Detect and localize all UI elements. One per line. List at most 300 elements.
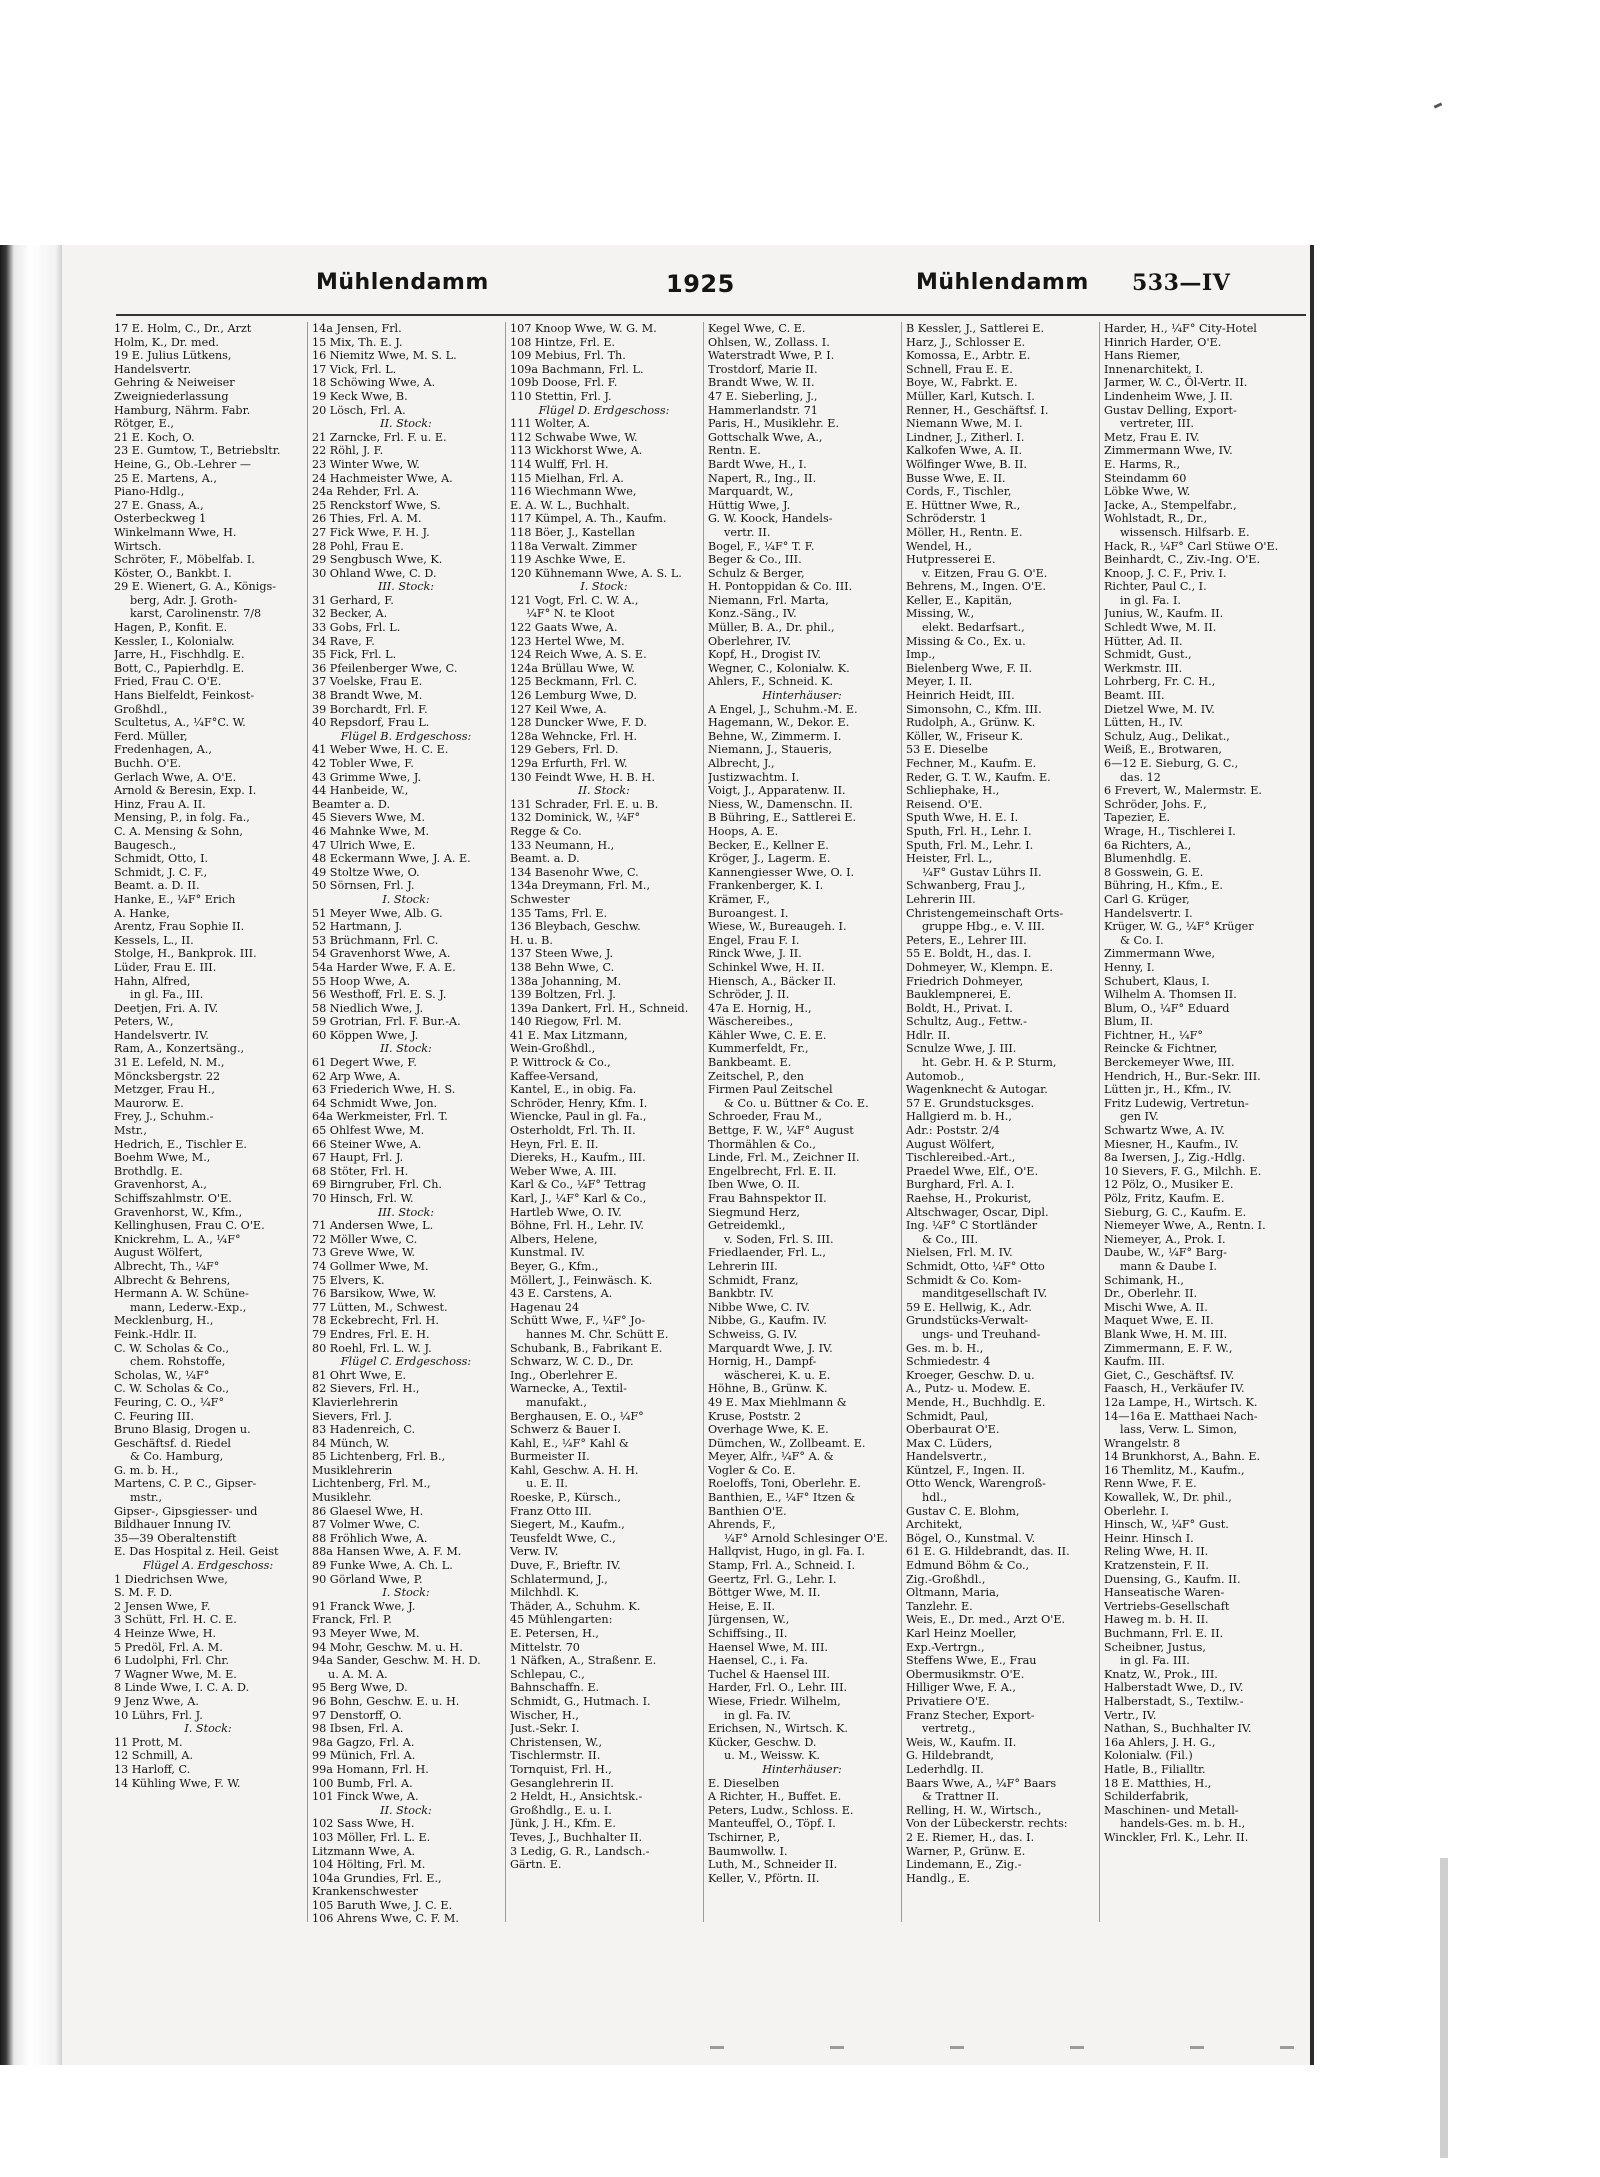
directory-entry: Heise, E. II. [708, 1599, 776, 1613]
directory-entry: 24a Rehder, Frl. A. [312, 485, 420, 499]
directory-entry: 41 E. Max Litzmann, [510, 1028, 628, 1042]
directory-entry: Hallgierd m. b. H., [906, 1110, 1012, 1124]
directory-entry: Weis, W., Kaufm. II. [906, 1735, 1017, 1749]
directory-entry: Schmidt, Franz, [708, 1273, 799, 1287]
directory-entry: Raehse, H., Prokurist, [906, 1192, 1032, 1205]
directory-entry: manufakt., [526, 1395, 587, 1409]
directory-entry: Brothdlg. E. [114, 1164, 183, 1178]
directory-entry: 80 Roehl, Frl. L. W. J. [312, 1341, 432, 1355]
directory-entry: Heister, Frl. L., [906, 852, 993, 866]
directory-entry: Iben Wwe, O. II. [708, 1178, 800, 1192]
directory-entry: 55 Hoop Wwe, A. [312, 974, 411, 988]
directory-entry: Holm, K., Dr. med. [114, 335, 219, 349]
directory-entry: Schmidt & Co. Kom- [906, 1273, 1022, 1287]
directory-entry: 6 Ludolphi, Frl. Chr. [114, 1654, 230, 1668]
directory-entry: G. Hildebrandt, [906, 1749, 994, 1763]
directory-entry: Hdlr. II. [906, 1028, 951, 1042]
directory-entry: Hüttig Wwe, J. [708, 498, 791, 512]
directory-entry: Zimmermann Wwe, [1104, 947, 1216, 961]
directory-entry: Gravenhorst, W., Kfm., [114, 1205, 243, 1219]
directory-entry: Engel, Frau F. I. [708, 933, 800, 947]
directory-entry: Cords, F., Tischler, [906, 485, 1012, 499]
directory-entry: hannes M. Chr. Schütt E. [526, 1327, 669, 1341]
directory-entry: Berghausen, E. O., ¼F° [510, 1409, 644, 1423]
directory-entry: Schilderfabrik, [1104, 1790, 1189, 1804]
directory-entry: Geschäftsf. d. Riedel [114, 1436, 231, 1450]
directory-entry: Kahl, E., ¼F° Kahl & [510, 1436, 629, 1450]
directory-entry: 19 E. Julius Lütkens, [114, 349, 232, 363]
directory-entry: E. Das Hospital z. Heil. Geist [114, 1545, 279, 1559]
directory-entry: 129 Gebers, Frl. D. [510, 743, 619, 757]
directory-entry: E. Petersen, H., [510, 1627, 599, 1640]
scan-speck [1434, 102, 1443, 108]
directory-entry: I. Stock: [382, 892, 430, 906]
directory-entry: 57 E. Grundstucksges. [906, 1096, 1035, 1110]
directory-entry: Beamt. III. [1104, 689, 1165, 703]
directory-entry: Schimank, H., [1104, 1273, 1184, 1287]
directory-entry: Flügel C. Erdgeschoss: [340, 1355, 472, 1369]
directory-entry: Kantel, E., in obig. Fa. [510, 1083, 637, 1097]
directory-entry: Tornquist, Frl. H., [510, 1762, 612, 1776]
directory-entry: 25 E. Martens, A., [114, 471, 217, 485]
directory-entry: Großhdlg., E. u. I. [510, 1803, 612, 1817]
directory-entry: Stolge, H., Bankprok. III. [114, 947, 257, 961]
directory-entry: Kroeger, Geschw. D. u. [906, 1368, 1035, 1382]
directory-entry: Reincke & Fichtner, [1104, 1042, 1218, 1056]
directory-entry: 61 E. G. Hildebrandt, das. II. [906, 1545, 1070, 1559]
directory-entry: Lütten, H., IV. [1104, 716, 1184, 730]
directory-entry: 38 Brandt Wwe, M. [312, 689, 423, 703]
directory-column-1 [114, 322, 302, 1962]
directory-entry: Warner, P., Grünw. E. [906, 1844, 1026, 1858]
directory-entry: Hinterhäuser: [762, 689, 842, 703]
directory-entry: Kücker, Geschw. D. [708, 1735, 817, 1749]
directory-entry: 67 Haupt, Frl. J. [312, 1151, 404, 1165]
directory-entry: 106 Ahrens Wwe, C. F. M. [312, 1912, 459, 1926]
directory-entry: Flügel D. Erdgeschoss: [538, 403, 670, 417]
directory-entry: 26 Thies, Frl. A. M. [312, 512, 422, 526]
directory-entry: 116 Wiechmann Wwe, [510, 485, 637, 499]
directory-entry: 2 Heldt, H., Ansichtsk.- [510, 1790, 643, 1804]
directory-entry: Hamburg, Nährm. Fabr. [114, 403, 251, 417]
directory-entry: Pölz, Fritz, Kaufm. E. [1104, 1192, 1225, 1205]
directory-entry: Rudolph, A., Grünw. K. [906, 716, 1036, 730]
directory-entry: Bardt Wwe, H., I. [708, 457, 807, 471]
directory-entry: Halberstadt Wwe, D., IV. [1104, 1681, 1244, 1695]
directory-entry: Missing & Co., Ex. u. [906, 634, 1026, 648]
directory-entry: 21 Zarncke, Frl. F. u. E. [312, 430, 447, 444]
directory-entry: Maurorw. E. [114, 1096, 184, 1110]
directory-entry: in gl. Fa. III. [1120, 1654, 1190, 1668]
directory-entry: Hiensch, A., Bäcker II. [708, 974, 837, 988]
directory-entry: Zimmermann, E. F. W., [1104, 1341, 1233, 1355]
directory-entry: Fichtner, H., ¼F° [1104, 1028, 1203, 1042]
directory-entry: Krämer, F., [708, 892, 770, 906]
directory-entry: 112 Schwabe Wwe, W. [510, 430, 638, 444]
edge-mark [1070, 2046, 1084, 2049]
directory-entry: 139a Dankert, Frl. H., Schneid. [510, 1001, 689, 1015]
directory-entry: 4 Heinze Wwe, H. [114, 1627, 217, 1640]
directory-entry: lass, Verw. L. Simon, [1120, 1423, 1238, 1437]
directory-entry: 138 Behn Wwe, C. [510, 960, 615, 974]
directory-entry: 53 E. Dieselbe [906, 743, 988, 757]
directory-entry: 47 E. Sieberling, J., [708, 389, 818, 403]
directory-entry: Heinr. Hinsch I. [1104, 1531, 1194, 1545]
directory-entry: Wiencke, Paul in gl. Fa., [510, 1110, 647, 1124]
directory-entry: Wiese, Friedr. Wilhelm, [708, 1694, 841, 1708]
directory-entry: Maquet Wwe, E. II. [1104, 1314, 1214, 1328]
directory-entry: Berckemeyer Wwe, III. [1104, 1056, 1235, 1070]
directory-entry: Altschwager, Oscar, Dipl. [906, 1205, 1049, 1219]
directory-entry: Möncksbergstr. 22 [114, 1069, 221, 1083]
directory-entry: 91 Franck Wwe, J. [312, 1599, 416, 1613]
directory-entry: Stamp, Frl. A., Schneid. I. [708, 1559, 856, 1573]
directory-entry: 3 Schütt, Frl. H. C. E. [114, 1613, 237, 1627]
directory-entry: ¼F° Arnold Schlesinger O'E. [724, 1531, 888, 1545]
directory-entry: 93 Meyer Wwe, M. [312, 1627, 420, 1640]
directory-entry: 123 Hertel Wwe, M. [510, 634, 625, 648]
directory-entry: Relling, H. W., Wirtsch., [906, 1803, 1042, 1817]
directory-entry: Karl & Co., ¼F° Tettrag [510, 1178, 646, 1192]
directory-entry: Kratzenstein, F. II. [1104, 1559, 1209, 1573]
directory-entry: 117 Kümpel, A. Th., Kaufm. [510, 512, 667, 526]
directory-entry: Wäschereibes., [708, 1015, 794, 1029]
directory-entry: B Bühring, E., Sattlerei E. [708, 811, 856, 825]
directory-entry: Deetjen, Fri. A. IV. [114, 1001, 219, 1015]
directory-entry: Hagen, P., Konfit. E. [114, 621, 228, 635]
directory-entry: 53 Brüchmann, Frl. C. [312, 933, 439, 947]
directory-entry: 31 Gerhard, F. [312, 593, 394, 607]
directory-entry: 132 Dominick, W., ¼F° [510, 811, 641, 825]
edge-mark [710, 2046, 724, 2049]
directory-entry: 85 Lichtenberg, Frl. B., [312, 1450, 446, 1464]
directory-entry: 73 Greve Wwe, W. [312, 1246, 416, 1260]
directory-entry: 84 Münch, W. [312, 1436, 390, 1450]
directory-entry: Wölfinger Wwe, B. II. [906, 457, 1027, 471]
directory-entry: Boye, W., Fabrkt. E. [906, 376, 1018, 390]
directory-entry: 21 E. Koch, O. [114, 430, 195, 444]
directory-entry: 25 Renckstorf Wwe, S. [312, 498, 441, 512]
directory-entry: 35 Fick, Frl. L. [312, 648, 397, 662]
directory-entry: Siegmund Herz, [708, 1205, 800, 1219]
directory-entry: Keller, V., Pförtn. II. [708, 1871, 820, 1885]
directory-entry: Burghard, Frl. A. I. [906, 1178, 1015, 1192]
directory-entry: II. Stock: [380, 1803, 432, 1817]
directory-entry: 102 Sass Wwe, H. [312, 1817, 415, 1831]
directory-entry: 46 Mahnke Wwe, M. [312, 824, 430, 838]
directory-entry: 134 Basenohr Wwe, C. [510, 865, 639, 879]
directory-entry: Kalkofen Wwe, A. II. [906, 444, 1023, 458]
directory-entry: 45 Mühlengarten: [510, 1613, 613, 1627]
directory-entry: Lindemann, E., Zig.- [906, 1858, 1022, 1872]
directory-entry: Köster, O., Bankbt. I. [114, 566, 232, 580]
directory-entry: Reisend. O'E. [906, 797, 983, 811]
directory-entry: Tuchel & Haensel III. [708, 1667, 830, 1681]
street-title-right: Mühlendamm [916, 270, 1089, 295]
directory-entry: Hornig, H., Dampf- [708, 1355, 817, 1369]
directory-entry: II. Stock: [380, 417, 432, 431]
directory-entry: Frey, J., Schuhm.- [114, 1110, 214, 1124]
directory-entry: u. M., Weissw. K. [724, 1749, 820, 1763]
directory-entry: Vertr., IV. [1104, 1708, 1157, 1722]
edge-mark [950, 2046, 964, 2049]
directory-entry: Rötger, E., [114, 417, 174, 431]
directory-entry: 41 Weber Wwe, H. C. E. [312, 743, 449, 757]
directory-entry: Hinsch, W., ¼F° Gust. [1104, 1518, 1229, 1532]
directory-entry: 109b Doose, Frl. F. [510, 376, 618, 390]
directory-entry: Geertz, Frl. G., Lehr. I. [708, 1572, 837, 1586]
directory-columns [114, 322, 1310, 1962]
directory-entry: Handelsvertr. I. [1104, 906, 1193, 920]
directory-entry: Arnold & Beresin, Exp. I. [114, 784, 257, 798]
directory-entry: 17 E. Holm, C., Dr., Arzt [114, 322, 252, 335]
directory-entry: Linde, Frl. M., Zeichner II. [708, 1151, 860, 1165]
directory-entry: P. Wittrock & Co., [510, 1056, 611, 1070]
directory-entry: 128 Duncker Wwe, F. D. [510, 716, 647, 730]
directory-entry: 9 Jenz Wwe, A. [114, 1694, 199, 1708]
directory-entry: Hoops, A. E. [708, 824, 779, 838]
directory-entry: 86 Glaesel Wwe, H. [312, 1504, 424, 1518]
directory-entry: Schmiedestr. 4 [906, 1355, 991, 1369]
directory-entry: Gustav C. E. Blohm, [906, 1504, 1020, 1518]
directory-entry: Albrecht & Behrens, [114, 1273, 231, 1287]
directory-entry: Baugesch., [114, 838, 177, 852]
directory-entry: 77 Lütten, M., Schwest. [312, 1300, 448, 1314]
directory-entry: Martens, C. P. C., Gipser- [114, 1477, 257, 1491]
directory-entry: Trostdorf, Marie II. [708, 362, 818, 376]
directory-entry: Zimmermann Wwe, IV. [1104, 444, 1233, 458]
directory-entry: Blum, O., ¼F° Eduard [1104, 1001, 1230, 1015]
directory-entry: I. Stock: [580, 580, 628, 594]
directory-entry: Gipser-, Gipsgiesser- und [114, 1504, 258, 1518]
directory-entry: Henny, I. [1104, 960, 1155, 974]
directory-entry: C. Feuring III. [114, 1409, 194, 1423]
directory-entry: Duve, F., Brieftr. IV. [510, 1559, 621, 1573]
directory-entry: gruppe Hbg., e. V. III. [922, 920, 1045, 934]
directory-entry: Wilhelm A. Thomsen II. [1104, 988, 1237, 1002]
directory-entry: Karl, J., ¼F° Karl & Co., [510, 1192, 647, 1205]
directory-entry: Jürgensen, W., [708, 1613, 790, 1627]
directory-entry: 119 Aschke Wwe, E. [510, 553, 626, 567]
directory-entry: 36 Pfeilenberger Wwe, C. [312, 661, 458, 675]
directory-entry: Albrecht, J., [708, 757, 775, 770]
directory-entry: Mittelstr. 70 [510, 1640, 580, 1654]
directory-entry: 20 Lösch, Frl. A. [312, 403, 406, 417]
directory-entry: Wagenknecht & Autogar. [906, 1083, 1048, 1097]
directory-entry: Giet, C., Geschäftsf. IV. [1104, 1368, 1235, 1382]
directory-entry: 95 Berg Wwe, D. [312, 1681, 408, 1695]
directory-entry: G. W. Koock, Handels- [708, 512, 833, 526]
directory-entry: 13 Harloff, C. [114, 1762, 191, 1776]
directory-entry: Teusfeldt Wwe, C., [510, 1531, 616, 1545]
directory-entry: Hans Bielfeldt, Feinkost- [114, 689, 255, 703]
directory-entry: Voigt, J., Apparatenw. II. [708, 784, 846, 798]
directory-entry: Ahlers, F., Schneid. K. [708, 675, 834, 689]
directory-entry: Heyn, Frl. E. II. [510, 1137, 599, 1151]
column-divider [1099, 322, 1100, 1922]
directory-entry: Nielsen, Frl. M. IV. [906, 1246, 1013, 1260]
directory-entry: Max C. Lüders, [906, 1436, 993, 1450]
directory-entry: 14 Brunkhorst, A., Bahn. E. [1104, 1450, 1261, 1464]
directory-entry: Boldt, H., Privat. I. [906, 1001, 1013, 1015]
directory-entry: Flügel B. Erdgeschoss: [340, 729, 472, 743]
directory-entry: 12a Lampe, H., Wirtsch. K. [1104, 1395, 1258, 1409]
directory-entry: 6a Richters, A., [1104, 838, 1192, 852]
directory-entry: Fried, Frau C. O'E. [114, 675, 222, 689]
directory-entry: Miesner, H., Kaufm., IV. [1104, 1137, 1239, 1151]
directory-entry: Tapezier, E. [1104, 811, 1171, 825]
directory-entry: Marquardt, W., [708, 485, 794, 499]
directory-entry: Exp.-Vertrgn., [906, 1640, 985, 1654]
directory-entry: 133 Neumann, H., [510, 838, 615, 852]
directory-entry: Hinz, Frau A. II. [114, 797, 206, 811]
directory-entry: E. Dieselben [708, 1776, 780, 1790]
directory-entry: Ferd. Müller, [114, 729, 188, 743]
directory-entry: 82 Sievers, Frl. H., [312, 1382, 420, 1396]
directory-entry: Nathan, S., Buchhalter IV. [1104, 1722, 1252, 1736]
directory-entry: Kähler Wwe, C. E. E. [708, 1028, 827, 1042]
directory-entry: 128a Wehncke, Frl. H. [510, 729, 638, 743]
directory-entry: Hack, R., ¼F° Carl Stüwe O'E. [1104, 539, 1279, 553]
directory-entry: Oberbaurat O'E. [906, 1423, 1000, 1437]
directory-entry: 10 Lührs, Frl. J. [114, 1708, 203, 1722]
directory-entry: Christensen, W., [510, 1735, 603, 1749]
directory-entry: 68 Stöter, Frl. H. [312, 1164, 409, 1178]
directory-entry: 113 Wickhorst Wwe, A. [510, 444, 643, 458]
directory-entry: Reling Wwe, H. II. [1104, 1545, 1209, 1559]
directory-entry: Jarmer, W. C., Öl-Vertr. II. [1104, 376, 1248, 390]
directory-entry: Osterbeckweg 1 [114, 512, 207, 526]
directory-entry: 44 Hanbeide, W., [312, 784, 409, 798]
directory-entry: Buchmann, Frl. E. II. [1104, 1627, 1224, 1640]
directory-entry: 1 Näfken, A., Straßenr. E. [510, 1654, 657, 1668]
directory-entry: Wein-Großhdl., [510, 1042, 596, 1056]
directory-entry: Flügel A. Erdgeschoss: [142, 1559, 274, 1573]
directory-entry: Vertriebs-Gesellschaft [1104, 1599, 1230, 1613]
directory-entry: Schulz, Aug., Delikat., [1104, 729, 1230, 743]
directory-entry: Oberlehr. I. [1104, 1504, 1169, 1518]
directory-entry: 2 Jensen Wwe, F. [114, 1599, 211, 1613]
directory-column-3 [510, 322, 698, 1962]
directory-entry: Peters, Ludw., Schloss. E. [708, 1803, 854, 1817]
directory-entry: Niemann, Frl. Marta, [708, 593, 829, 607]
directory-entry: 115 Mielhan, Frl. A. [510, 471, 624, 485]
directory-entry: Hinterhäuser: [762, 1762, 842, 1776]
directory-entry: u. E. II. [526, 1477, 568, 1491]
directory-entry: Nibbe, G., Kaufm. IV. [708, 1314, 827, 1328]
directory-entry: Missing, W., [906, 607, 975, 621]
directory-entry: Beamt. a. D. [510, 852, 580, 866]
directory-entry: 110 Stettin, Frl. J. [510, 389, 612, 403]
directory-entry: Harz, J., Schlosser E. [906, 335, 1026, 349]
directory-entry: Busse Wwe, E. II. [906, 471, 1006, 485]
directory-entry: Tischlermstr. II. [510, 1749, 601, 1763]
directory-entry: Böhne, Frl. H., Lehr. IV. [510, 1219, 644, 1233]
year-label: 1925 [666, 270, 735, 298]
directory-entry: H. Pontoppidan & Co. III. [708, 580, 853, 594]
directory-entry: Feink.-Hdlr. II. [114, 1327, 197, 1341]
directory-entry: manditgesellschaft IV. [922, 1287, 1048, 1301]
directory-entry: 136 Bleybach, Geschw. [510, 920, 641, 934]
directory-entry: Mstr., [114, 1124, 147, 1138]
directory-entry: 19 Keck Wwe, B. [312, 389, 408, 403]
directory-entry: 60 Köppen Wwe, J. [312, 1028, 419, 1042]
directory-entry: Schröderstr. 1 [906, 512, 987, 526]
directory-entry: Buroangest. I. [708, 906, 789, 920]
directory-entry: 104a Grundies, Frl. E., [312, 1871, 442, 1885]
directory-entry: Arentz, Frau Sophie II. [114, 920, 245, 934]
directory-entry: Gehring & Neiweiser [114, 376, 235, 390]
directory-entry: Baumwollw. I. [708, 1844, 788, 1858]
directory-entry: ungs- und Treuhand- [922, 1327, 1041, 1341]
directory-entry: vertr. II. [724, 525, 771, 539]
directory-entry: Schulz & Berger, [708, 566, 805, 580]
directory-entry: Fritz Ludewig, Vertretun- [1104, 1096, 1249, 1110]
directory-entry: mstr., [130, 1491, 163, 1505]
directory-entry: Hans Riemer, [1104, 349, 1181, 363]
directory-entry: Kopf, H., Drogist IV. [708, 648, 821, 662]
directory-entry: wäscherei, K. u. E. [724, 1368, 831, 1382]
directory-entry: Erichsen, N., Wirtsch. K. [708, 1722, 848, 1736]
directory-entry: 83 Hadenreich, C. [312, 1423, 416, 1437]
directory-entry: Vogler & Co. E. [708, 1463, 796, 1477]
directory-entry: 135 Tams, Frl. E. [510, 906, 608, 920]
directory-entry: 72 Möller Wwe, C. [312, 1232, 418, 1246]
directory-entry: 22 Röhl, J. F. [312, 444, 384, 458]
directory-entry: 3 Ledig, G. R., Landsch.- [510, 1844, 650, 1858]
directory-entry: Overhage Wwe, K. E. [708, 1423, 829, 1437]
directory-entry: Mende, H., Buchhdlg. E. [906, 1395, 1046, 1409]
directory-entry: Schütt Wwe, F., ¼F° Jo- [510, 1314, 646, 1328]
directory-entry: III. Stock: [377, 580, 435, 594]
directory-entry: Kröger, J., Lagerm. E. [708, 852, 831, 866]
directory-entry: Banthien O'E. [708, 1504, 787, 1518]
directory-entry: 54 Gravenhorst Wwe, A. [312, 947, 451, 961]
directory-entry: Bahnschaffn. E. [510, 1681, 600, 1695]
directory-entry: Franz Stecher, Export- [906, 1708, 1035, 1722]
directory-entry: Kruse, Poststr. 2 [708, 1409, 802, 1423]
directory-entry: 94 Mohr, Geschw. M. u. H. [312, 1640, 463, 1654]
directory-entry: Jünk, J. H., Kfm. E. [510, 1817, 616, 1831]
directory-entry: Schmidt, G., Hutmach. I. [510, 1694, 651, 1708]
directory-entry: Automob., [906, 1069, 965, 1083]
directory-entry: v. Eitzen, Frau G. O'E. [922, 566, 1048, 580]
directory-entry: in gl. Fa. I. [1120, 593, 1181, 607]
directory-entry: Heinrich Heidt, III. [906, 689, 1015, 703]
directory-entry: 114 Wulff, Frl. H. [510, 457, 609, 471]
directory-entry: 32 Becker, A. [312, 607, 388, 621]
directory-entry: mann & Daube I. [1120, 1259, 1217, 1273]
directory-entry: Schwarz, W. C. D., Dr. [510, 1355, 634, 1369]
directory-entry: Banthien, E., ¼F° Itzen & [708, 1491, 856, 1505]
directory-entry: Schiffsing., II. [708, 1627, 788, 1640]
directory-entry: Behrens, M., Ingen. O'E. [906, 580, 1046, 594]
directory-entry: Blum, II. [1104, 1015, 1154, 1029]
directory-entry: Küntzel, F., Ingen. II. [906, 1463, 1026, 1477]
directory-entry: Gottschalk Wwe, A., [708, 430, 823, 444]
column-divider [703, 322, 704, 1922]
directory-entry: Dümchen, W., Zollbeamt. E. [708, 1436, 866, 1450]
directory-entry: Verw. IV. [510, 1545, 559, 1559]
directory-entry: 111 Wolter, A. [510, 417, 590, 431]
directory-entry: Renner, H., Geschäftsf. I. [906, 403, 1049, 417]
directory-entry: 131 Schrader, Frl. E. u. B. [510, 797, 659, 811]
directory-entry: 134a Dreymann, Frl. M., [510, 879, 651, 893]
directory-entry: Kunstmal. IV. [510, 1246, 585, 1260]
directory-entry: 58 Niedlich Wwe, J. [312, 1001, 424, 1015]
directory-entry: Knatz, W., Prok., III. [1104, 1667, 1218, 1681]
directory-entry: Sievers, Frl. J. [312, 1409, 392, 1423]
